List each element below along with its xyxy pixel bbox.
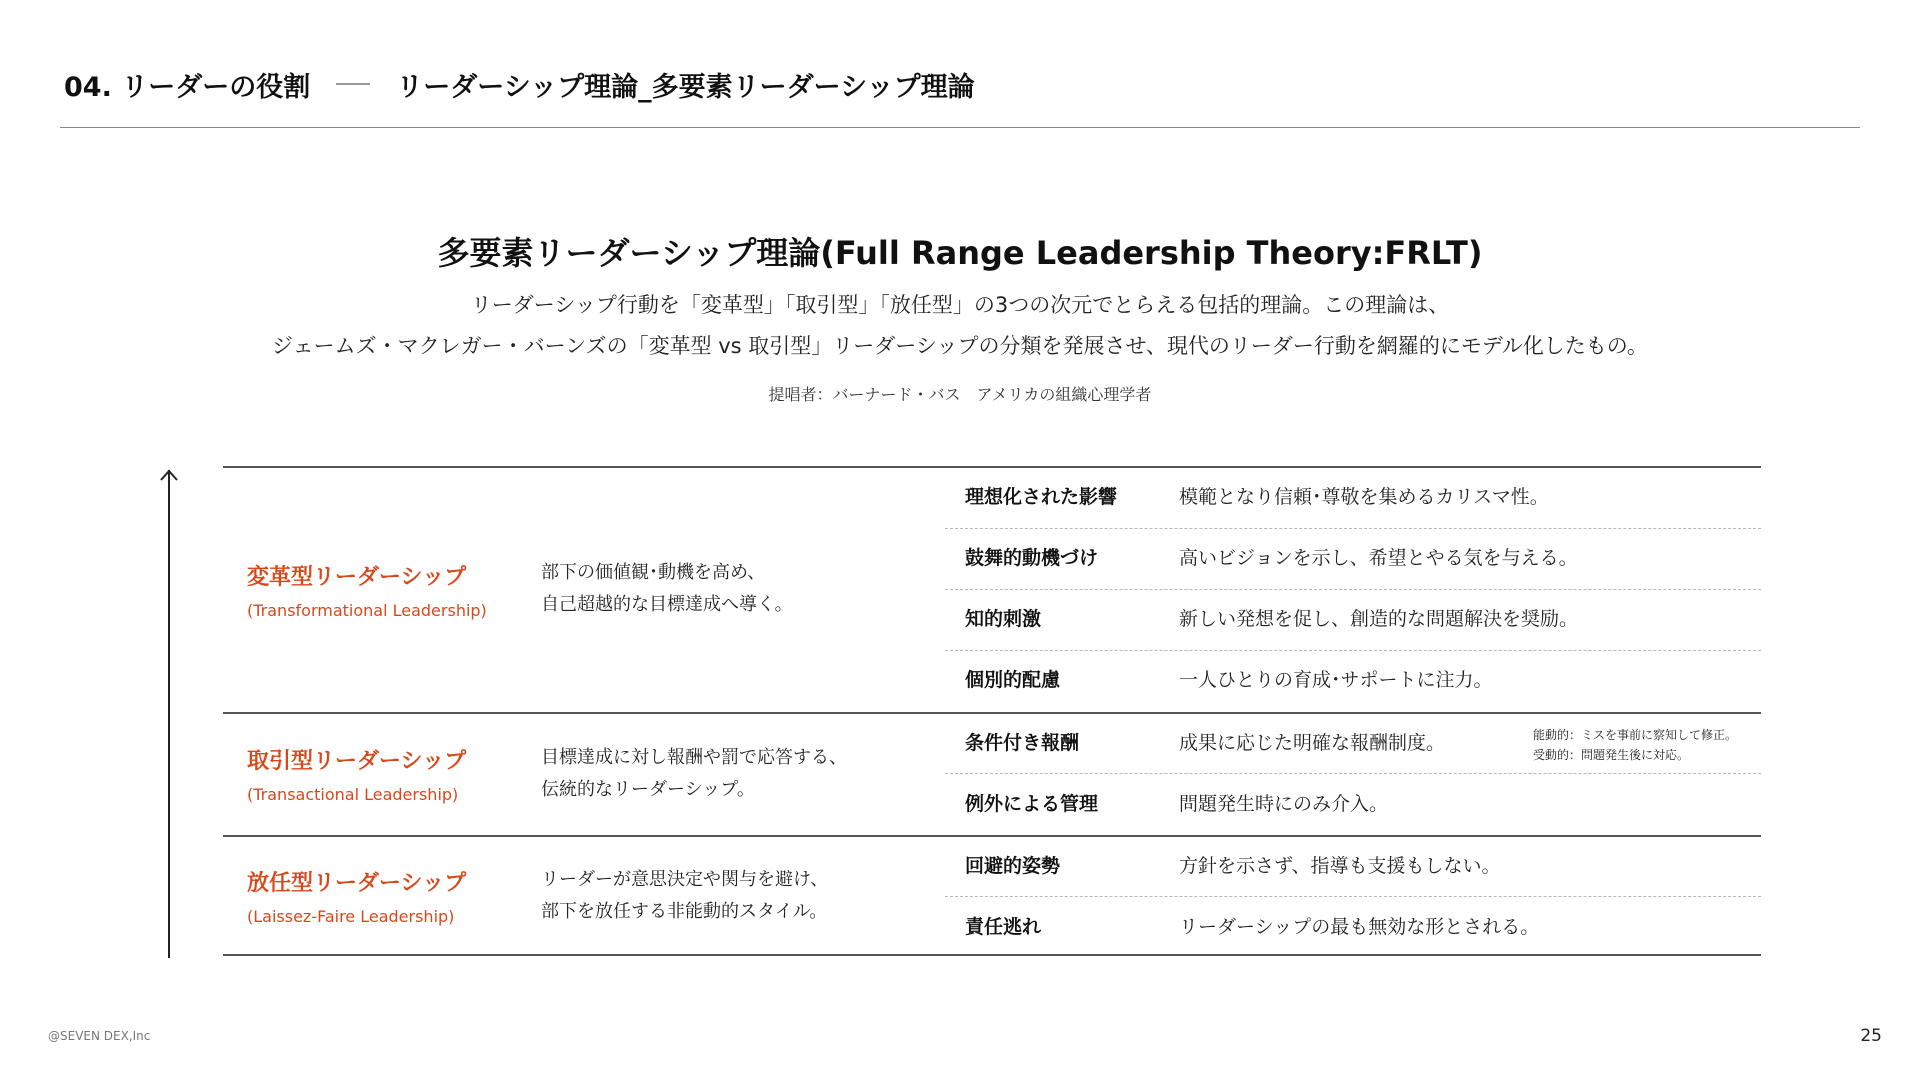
factor-name: 責任逃れ [965, 916, 1042, 938]
factor-desc: 模範となり信頼･尊敬を集めるカリスマ性。 [1179, 486, 1549, 508]
factor-name: 例外による管理 [965, 793, 1099, 815]
style-desc-line: リーダーが意思決定や関与を避け、 [541, 869, 829, 890]
factor-desc: 一人ひとりの育成･サポートに注力。 [1179, 669, 1493, 691]
note-passive: 受動的：問題発生後に対応。 [1533, 748, 1690, 762]
leadership-table [223, 466, 1761, 956]
style-en-laissez-faire: (Laissez-Faire Leadership) [247, 907, 455, 926]
header-separator [336, 83, 370, 85]
style-desc-line: 自己超越的な目標達成へ導く。 [541, 594, 793, 615]
factor-name: 回避的姿勢 [965, 855, 1061, 877]
page-title: 多要素リーダーシップ理論(Full Range Leadership Theory:FRLT) [437, 234, 1483, 272]
factor-name: 条件付き報酬 [965, 732, 1080, 754]
factor-desc: 方針を示さず、指導も支援もしない。 [1179, 855, 1501, 877]
topic-title: リーダーシップ理論_多要素リーダーシップ理論 [396, 71, 975, 103]
style-desc-line: 部下の価値観･動機を高め、 [541, 562, 766, 583]
section-title: 04. リーダーの役割 [64, 71, 311, 103]
page-number: 25 [1860, 1026, 1882, 1046]
style-desc-transactional [541, 742, 847, 806]
factor-desc: リーダーシップの最も無効な形とされる。 [1179, 916, 1540, 938]
header-divider [60, 127, 1860, 128]
style-desc-line: 伝統的なリーダーシップ。 [541, 779, 755, 800]
style-name-transactional: 取引型リーダーシップ [247, 749, 467, 774]
proposer-text: 提唱者：バーナード・バス アメリカの組織心理学者 [768, 385, 1152, 404]
activity-axis-line [168, 470, 170, 958]
factor-name: 理想化された影響 [965, 486, 1118, 508]
style-en-transformational: (Transformational Leadership) [247, 601, 487, 620]
style-desc-line: 部下を放任する非能動的スタイル。 [541, 901, 828, 922]
style-desc-transformational [541, 557, 793, 621]
copyright: @SEVEN DEX,Inc [48, 1029, 151, 1043]
style-en-transactional: (Transactional Leadership) [247, 785, 459, 804]
factor-name: 鼓舞的動機づけ [965, 547, 1099, 569]
factor-desc: 成果に応じた明確な報酬制度。 [1179, 732, 1446, 754]
factor-name: 個別的配慮 [965, 669, 1061, 691]
factor-name: 知的刺激 [965, 608, 1042, 630]
arrow-up-icon [159, 466, 179, 486]
note-active: 能動的：ミスを事前に察知して修正。 [1533, 728, 1738, 742]
style-name-transformational: 変革型リーダーシップ [247, 565, 467, 590]
style-name-laissez-faire: 放任型リーダーシップ [247, 871, 467, 896]
style-desc-line: 目標達成に対し報酬や罰で応答する、 [541, 747, 847, 768]
factor-desc: 新しい発想を促し、創造的な問題解決を奨励。 [1179, 608, 1579, 630]
lead-line-2: ジェームズ・マクレガー・バーンズの「変革型 vs 取引型」リーダーシップの分類を発展させ、現代のリーダー行動を網羅的にモデル化したもの。 [272, 334, 1648, 358]
style-desc-laissez-faire [541, 864, 828, 928]
factor-desc: 高いビジョンを示し、希望とやる気を与える。 [1179, 547, 1578, 569]
factor-desc: 問題発生時にのみ介入。 [1179, 793, 1389, 815]
lead-line-1: リーダーシップ行動を「変革型」「取引型」「放任型」の3つの次元でとらえる包括的理論。この理論は、 [470, 293, 1450, 317]
page-header [64, 64, 975, 104]
management-note [1533, 725, 1737, 765]
